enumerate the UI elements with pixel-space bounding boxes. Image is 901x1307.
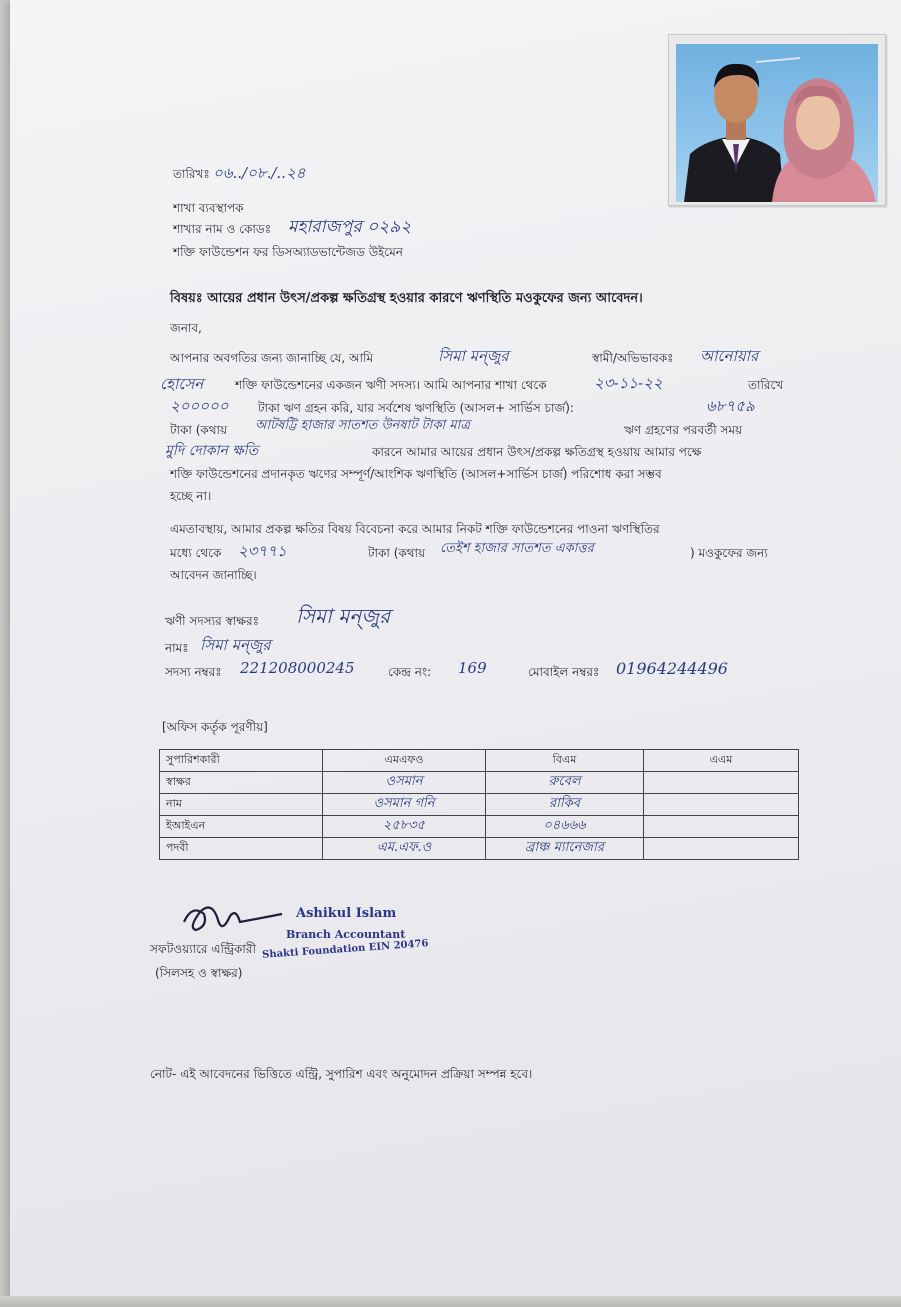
table-cell: ওসমান <box>323 772 486 794</box>
guardian-field-cont: হোসেন <box>160 375 204 393</box>
mobile-label: মোবাইল নম্বরঃ <box>528 665 600 679</box>
body-line-5a: কারনে আমার আয়ের প্রধান উৎস/প্রকল্প ক্ষতিগ্রস্থ হওয়ায় আমার পক্ষে <box>372 445 702 459</box>
software-entry-label: সফটওয়্যারে এন্ট্রিকারী <box>150 942 256 956</box>
footer-note: নোট- এই আবেদনের ভিত্তিতে এন্ট্রি, সুপারিশ এবং অনুমোদন প্রক্রিয়া সম্পন্ন হবে। <box>150 1067 533 1081</box>
member-id-label: সদস্য নম্বরঃ <box>165 665 222 679</box>
guardian-field: আনোয়ার <box>700 347 759 365</box>
table-cell: নাম <box>160 794 323 816</box>
member-signature: সিমা মন্জুর <box>296 604 391 628</box>
mobile-value: 01964244496 <box>616 659 728 678</box>
cause-field: মুদি দোকান ক্ষতি <box>165 443 259 459</box>
table-header-cell: বিএম <box>486 750 644 772</box>
member-signature-label: ঋণী সদস্যর স্বাক্ষরঃ <box>165 614 259 628</box>
table-cell: ২৫৮৩৫ <box>323 816 486 838</box>
table-cell <box>644 838 799 860</box>
waive-words-field: তেইশ হাজার সাতশত একাত্তর <box>440 541 594 556</box>
loan-amount-field: ২০০০০০ <box>170 397 229 415</box>
office-table <box>159 749 799 860</box>
stamp-org: Shakti Foundation EIN 20476 <box>261 938 429 961</box>
date-label: তারিখঃ <box>173 167 210 181</box>
waive-amount-field: ২৩৭৭১ <box>238 542 287 560</box>
table-cell: এম.এফ.ও <box>323 838 486 860</box>
para2-line-1: এমতাবস্থায়, আমার প্রকল্প ক্ষতির বিষয় বিবেচনা করে আমার নিকট শক্তি ফাউন্ডেশনের পাওনা ঋণস্থিতির <box>170 522 660 536</box>
table-row <box>160 816 799 838</box>
loan-date-field: ২৩-১১-২২ <box>594 374 663 392</box>
table-cell: স্বাক্ষর <box>160 772 323 794</box>
table-cell <box>644 816 799 838</box>
table-header-cell: সুপারিশকারী <box>160 750 323 772</box>
table-row <box>160 794 799 816</box>
recipient-title: শাখা ব্যবস্থাপক <box>173 201 244 215</box>
table-cell <box>644 794 799 816</box>
table-surface <box>0 1296 901 1307</box>
center-value: 169 <box>458 659 487 677</box>
date-value: ০৬../০৮./..২৪ <box>213 164 306 182</box>
balance-field: ৬৮৭৫৯ <box>706 397 755 415</box>
branch-label: শাখার নাম ও কোডঃ <box>173 222 272 236</box>
table-header-cell: এএম <box>644 750 799 772</box>
couple-photo-icon <box>676 44 878 202</box>
table-cell: ওসমান গনি <box>323 794 486 816</box>
body-line-3a: টাকা ঋণ গ্রহন করি, যার সর্বশেষ ঋণস্থিতি (আসল+ সার্ভিস চার্জ): <box>258 401 574 415</box>
stamp-name: Ashikul Islam <box>296 906 397 921</box>
body-line-6: শক্তি ফাউন্ডেশনের প্রদানকৃত ঋণের সম্পূর্ণ/আংশিক ঋণস্থিতি (আসল+সার্ভিস চার্জ) পরিশোধ করা সম্ভব <box>170 467 662 481</box>
body-line-4b: ঋণ গ্রহণের পরবর্তী সময় <box>624 423 743 437</box>
body-line-2a: শক্তি ফাউন্ডেশনের একজন ঋণী সদস্য। আমি আপনার শাখা থেকে <box>235 378 547 392</box>
para2-line-2c: ) মওকুফের জন্য <box>690 546 768 560</box>
body-line-1a: আপনার অবগতির জন্য জানাচ্ছি যে, আমি <box>170 351 374 365</box>
center-label: কেন্দ্র নং: <box>388 665 432 679</box>
subject-line: বিষয়ঃ আয়ের প্রধান উৎস/প্রকল্প ক্ষতিগ্রস্থ হওয়ার কারণে ঋণস্থিতি মওকুফের জন্য আবেদন। <box>170 291 643 306</box>
member-name-value: সিমা মন্জুর <box>200 636 271 654</box>
table-cell: ইআইএন <box>160 816 323 838</box>
para2-line-3: আবেদন জানাচ্ছি। <box>170 568 257 582</box>
table-cell: পদবী <box>160 838 323 860</box>
organization-name: শক্তি ফাউন্ডেশন ফর ডিসঅ্যাডভান্টেজড উইমেন <box>173 245 403 259</box>
body-line-7: হচ্ছে না। <box>170 489 212 503</box>
seal-note: (সিলসহ ও স্বাক্ষর) <box>155 966 243 980</box>
member-name-field: সিমা মন্জুর <box>438 347 509 365</box>
applicant-photo <box>668 34 886 206</box>
branch-value: মহারাজপুর ০২৯২ <box>288 217 412 237</box>
table-row <box>160 772 799 794</box>
accountant-signature-icon <box>178 900 288 940</box>
member-id-value: 221208000245 <box>240 659 355 677</box>
table-row <box>160 838 799 860</box>
balance-words-field: আটষট্টি হাজার সাতশত উনষাট টাকা মাত্র <box>255 418 470 433</box>
table-cell <box>644 772 799 794</box>
office-section-label: [অফিস কর্তৃক পূরণীয়] <box>162 720 268 734</box>
stamp-title: Branch Accountant <box>286 928 406 941</box>
table-cell: রাকিব <box>486 794 644 816</box>
para2-line-2a: মধ্যে থেকে <box>170 546 222 560</box>
body-line-2b: তারিখে <box>748 378 784 392</box>
para2-line-2b: টাকা (কথায় <box>368 546 426 560</box>
table-header-cell: এমএফও <box>323 750 486 772</box>
table-cell: ব্রাঞ্চ ম্যানেজার <box>486 838 644 860</box>
table-cell: ০৪৬৬৬ <box>486 816 644 838</box>
body-line-1b: স্বামী/অভিভাবকঃ <box>592 351 674 365</box>
body-line-4a: টাকা (কথায় <box>170 423 228 437</box>
table-row <box>160 750 799 772</box>
salutation: জনাব, <box>170 321 202 335</box>
member-name-label: নামঃ <box>165 641 189 655</box>
table-cell: রুবেল <box>486 772 644 794</box>
